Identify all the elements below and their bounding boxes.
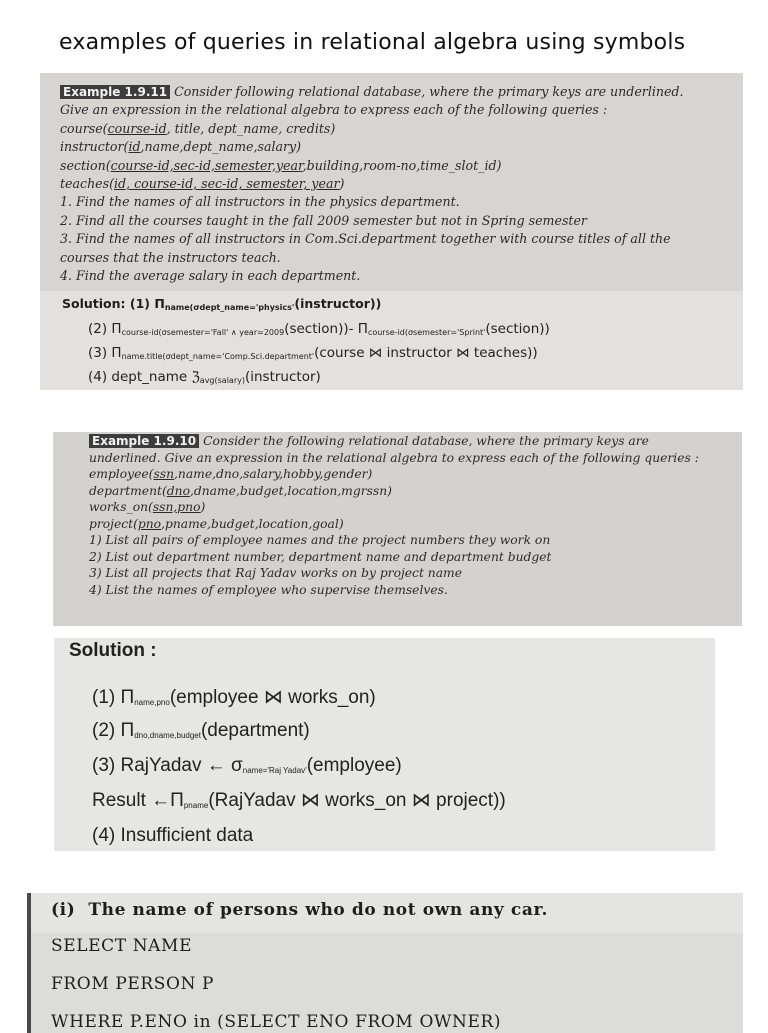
solution-line-1: Solution: (1) $\Pi_{name(\sigma dept\_name='physics'}(instructor)$) bbox=[62, 296, 382, 312]
solution-line-2: (2) $\Pi_{course-id(\sigma semester='Fall' \wedge year=2009}(section))-$ $\Pi_{course-id(\sigma semester='Sprint'}(section)$) bbox=[88, 321, 550, 337]
solution-line-3: (3) RajYadav ← $\sigma_{name='Raj Yadav'}(employee)$ bbox=[92, 755, 402, 776]
sql-line-2: FROM PERSON P bbox=[51, 974, 215, 994]
sql-heading: (i) The name of persons who do not own any car. bbox=[51, 900, 549, 920]
query-2: 2) List out department number, department name and department budget bbox=[89, 549, 552, 564]
solution-line-1: (1) $\Pi_{name,pno}(employee$ ⋈ works_on) bbox=[92, 687, 376, 708]
solution-line-4: (4) dept_name ℨ$_{avg(salary)}$(instructor) bbox=[88, 369, 321, 385]
query-4: 4. Find the average salary in each department. bbox=[60, 268, 361, 284]
query-1: 1) List all pairs of employee names and the project numbers they work on bbox=[89, 533, 551, 547]
solution-image bbox=[54, 638, 715, 851]
solution-line-3: (3) $\Pi_{name.title(\sigma dept\_name='Comp.Sci.department'}(course$ ⋈ instructor ⋈ teaches)) bbox=[88, 345, 538, 361]
sql-example-image bbox=[27, 893, 743, 1033]
sql-line-1: SELECT NAME bbox=[51, 936, 193, 956]
query-3-cont: courses that the instructors teach. bbox=[60, 249, 281, 265]
query-4: 4) List the names of employee who supervise themselves. bbox=[89, 582, 448, 597]
example-intro: Consider the following relational database, where the primary keys are bbox=[203, 434, 649, 448]
query-2: 2. Find all the courses taught in the fall 2009 semester but not in Spring semester bbox=[60, 212, 587, 228]
schema-department: department(dno,dname,budget,location,mgrssn) bbox=[89, 483, 392, 498]
page-title: examples of queries in relational algebra using symbols bbox=[59, 30, 686, 55]
example-tag: Example 1.9.10 bbox=[89, 434, 199, 448]
example-1-9-11-image bbox=[40, 73, 743, 390]
sql-line-3: WHERE P.ENO in (SELECT ENO FROM OWNER) bbox=[51, 1012, 502, 1032]
example-intro-2: underlined. Give an expression in the relational algebra to express each of the following queries : bbox=[89, 450, 699, 465]
schema-section: section(course-id,sec-id,semester,year,building,room-no,time_slot_id) bbox=[60, 157, 502, 173]
schema-project: project(pno,pname,budget,location,goal) bbox=[89, 516, 344, 531]
schema-course: course(course-id, title, dept_name, credits) bbox=[60, 120, 336, 136]
example-tag: Example 1.9.11 bbox=[60, 85, 170, 99]
example-intro-2: Give an expression in the relational algebra to express each of the following queries : bbox=[60, 102, 608, 118]
schema-works-on: works_on(ssn,pno) bbox=[89, 500, 206, 514]
query-1: 1. Find the names of all instructors in the physics department. bbox=[60, 194, 460, 210]
schema-employee: employee(ssn,name,dno,salary,hobby,gender) bbox=[89, 467, 373, 481]
schema-instructor: instructor(id,name,dept_name,salary) bbox=[60, 139, 302, 155]
solution-line-5: (4) Insufficient data bbox=[92, 825, 254, 846]
query-3: 3. Find the names of all instructors in Com.Sci.department together with course titles of all the bbox=[60, 231, 671, 247]
query-3: 3) List all projects that Raj Yadav works on by project name bbox=[89, 566, 462, 580]
solution-line-4: Result $\leftarrow\Pi_{pname}(RajYadav$ ⋈ works_on ⋈ project)) bbox=[92, 790, 506, 811]
schema-teaches: teaches(id, course-id, sec-id, semester, year) bbox=[60, 176, 345, 192]
example-1-9-10-image bbox=[53, 432, 742, 626]
solution-line-2: (2) $\Pi_{dno,dname,budget}(department)$ bbox=[92, 720, 310, 741]
solution-heading: Solution : bbox=[69, 640, 157, 661]
example-intro: Consider following relational database, where the primary keys are underlined. bbox=[174, 84, 684, 99]
